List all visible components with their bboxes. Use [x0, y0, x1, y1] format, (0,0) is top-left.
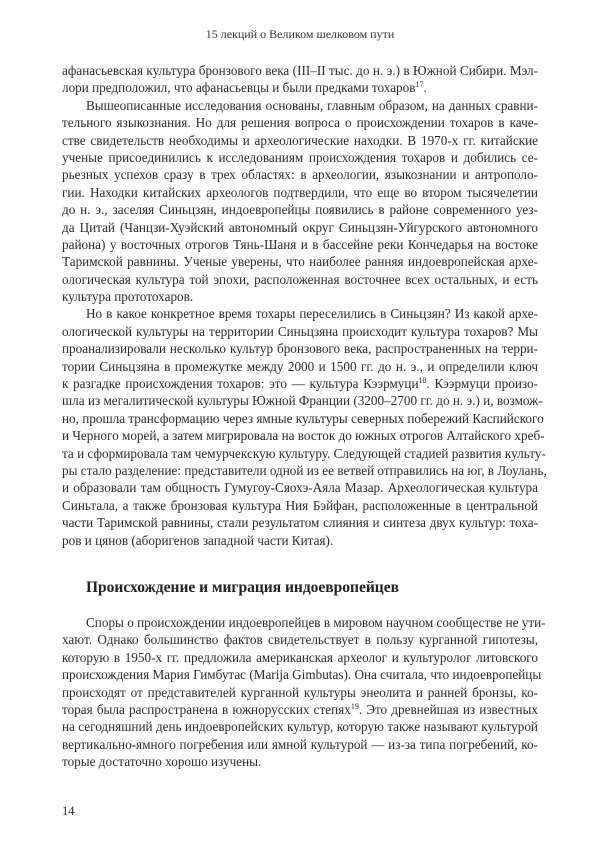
text-line-content: но, прошла трансформацию через ямные культуры северных побережий Каспийского	[62, 410, 544, 426]
text-line-content: происходят от представителей курганной культуры энеолита и ранней бронзы, ко-	[62, 684, 538, 700]
text-line	[62, 305, 538, 322]
text-line	[62, 97, 538, 114]
text-line	[62, 201, 538, 218]
text-line-content: проанализировали несколько культур бронзового века, распространенных на терри-	[62, 341, 538, 357]
footnote-marker: 18	[418, 376, 427, 386]
text-line	[62, 718, 538, 735]
text-line	[62, 532, 538, 549]
text-line	[62, 62, 538, 79]
text-line-content: хают. Однако большинство фактов свидетельствует в пользу курганной гипотезы,	[62, 632, 538, 648]
text-line	[62, 358, 538, 375]
text-line	[62, 166, 538, 183]
text-line	[62, 184, 538, 201]
text-line-content: афанасьевская культура бронзового века (III–II тыс. до н. э.) в Южной Сибири. Мэл-	[62, 63, 538, 78]
text-line	[62, 684, 538, 701]
text-line-content: вертикально-ямного погребения или ямной культурой — из-за типа погребений, ко-	[62, 736, 538, 752]
text-line-content: Споры о происхождении индоевропейцев в мировом научном сообществе не ути-	[86, 615, 546, 630]
text-line-content: до н. э., заселяя Синьцзян, индоевропейцы появились в районе современного уез-	[62, 202, 538, 218]
text-line	[62, 236, 538, 253]
text-line-content: ологической культуры на территории Синьцзяна происходит культура тохаров? Мы	[62, 323, 538, 339]
text-line-content: та и сформировала там чемурчекскую культуру. Следующей стадией развития культу-	[62, 445, 546, 461]
text-line-content: рьезных успехов сразу в трех областях: в археологии, языкознании и антрополо-	[62, 167, 538, 183]
body-text-top	[62, 62, 547, 549]
text-line-continuation: . Кээрмуци произо-	[426, 376, 539, 392]
text-line-content: Вышеописанные исследования основаны, главным образом, на данных сравни-	[86, 97, 538, 113]
text-line-content: Таримской равнины. Ученые уверены, что наиболее ранняя индоевропейская архе-	[62, 254, 538, 270]
text-line	[62, 323, 538, 340]
text-line-content: на сегодняшний день индоевропейских культур, которую также называют культурой	[62, 719, 538, 735]
body-text-bottom	[62, 614, 546, 771]
text-line-content: и образовали там общность Гумугоу-Сяохэ-Аяла Мазар. Археологическая культура	[62, 480, 538, 496]
text-line	[62, 253, 538, 270]
text-line-content: тельного языкознания. Но для решения вопроса о происхождении тохаров в каче-	[62, 115, 538, 131]
text-line	[62, 149, 538, 166]
text-line-content: ологическая культура той эпохи, расположенная восточнее всех остальных, и есть	[62, 271, 538, 287]
text-line-content: района) у восточных отрогов Тянь-Шаня и в бассейне реки Кончедарья на востоке	[62, 236, 538, 252]
text-line-content: Но в какое конкретное время тохары переселились в Синьцзян? Из какой архе-	[86, 306, 538, 322]
text-line-content: части Таримской равнины, стали результатом слияния и синтеза двух культур: тоха-	[62, 515, 538, 531]
text-line-content: торые достаточно хорошо изучены.	[62, 754, 262, 770]
text-line-content: культура прототохаров.	[62, 289, 194, 305]
running-head: 15 лекций о Великом шелковом пути	[205, 27, 395, 41]
text-line	[62, 375, 538, 392]
text-line	[62, 666, 542, 683]
section-heading: Происхождение и миграция индоевропейцев	[86, 579, 399, 596]
text-line	[62, 340, 538, 357]
text-line-continuation: . Это древнейшая из известных	[358, 701, 538, 717]
text-line	[62, 514, 538, 531]
text-line-content: гии. Находки китайских археологов подтвердили, что еще во втором тысячелетии	[62, 184, 538, 200]
text-line	[62, 736, 538, 753]
text-line	[62, 132, 538, 149]
text-line-content: к разгадке происхождения тохаров: это — культура Кээрмуци	[62, 376, 419, 392]
text-line-content: лори предположил, что афанасьевцы и были предками тохаров	[62, 80, 416, 96]
text-line	[62, 445, 546, 462]
text-line	[62, 392, 543, 409]
text-line-content: ры стало разделение: представители одной из ее ветвей отправились на юг, в Лоулань,	[62, 462, 547, 478]
footnote-marker: 17	[415, 80, 424, 90]
text-line	[62, 649, 538, 666]
text-line	[62, 479, 538, 496]
text-line	[62, 114, 538, 131]
text-line-content: стве свидетельств необходимы и археологические находки. В 1970-х гг. китайские	[62, 132, 538, 148]
text-line-content: торая была распространена в южнорусских степях	[62, 701, 351, 717]
text-line	[62, 701, 538, 718]
page-number: 14	[62, 804, 75, 818]
text-line	[62, 288, 538, 305]
text-line	[62, 614, 546, 631]
text-line	[62, 219, 538, 236]
text-line-content: да Цитай (Чанцзи-Хуэйский автономный округ Синьцзян-Уйгурского автономного	[62, 219, 538, 235]
text-line	[62, 427, 545, 444]
text-line-continuation: .	[423, 80, 427, 96]
text-line	[62, 410, 544, 427]
text-line-content: и Черного морей, а затем мигрировала на восток до южных отрогов Алтайского хреб-	[62, 428, 545, 444]
text-line	[62, 271, 538, 288]
text-line-content: тории Синьцзяна в промежутке между 2000 и 1500 гг. до н. э., и определили ключ	[62, 358, 538, 374]
text-line-content: происхождения Мария Гимбутас (Marija Gimbutas). Она считала, что индоевропейцы	[62, 667, 542, 683]
text-line-content: шла из мегалитической культуры Южной Франции (3200–2700 гг. до н. э.) и, возмож-	[62, 393, 543, 409]
footnote-marker: 19	[350, 701, 359, 711]
text-line	[62, 462, 547, 479]
text-line	[62, 631, 538, 648]
text-line	[62, 497, 538, 514]
text-line-content: Синьтала, а также бронзовая культура Ния Бэйфан, расположенные в центральной	[62, 497, 538, 513]
text-line-content: ров и цянов (аборигенов западной части Китая).	[62, 532, 334, 548]
text-line-content: ученые присоединились к исследованиям происхождения тохаров и добились се-	[62, 149, 538, 165]
text-line	[62, 753, 538, 770]
text-line-content: которую в 1950-х гг. предложила американская археолог и культуролог литовского	[62, 649, 538, 665]
text-line	[62, 79, 538, 96]
